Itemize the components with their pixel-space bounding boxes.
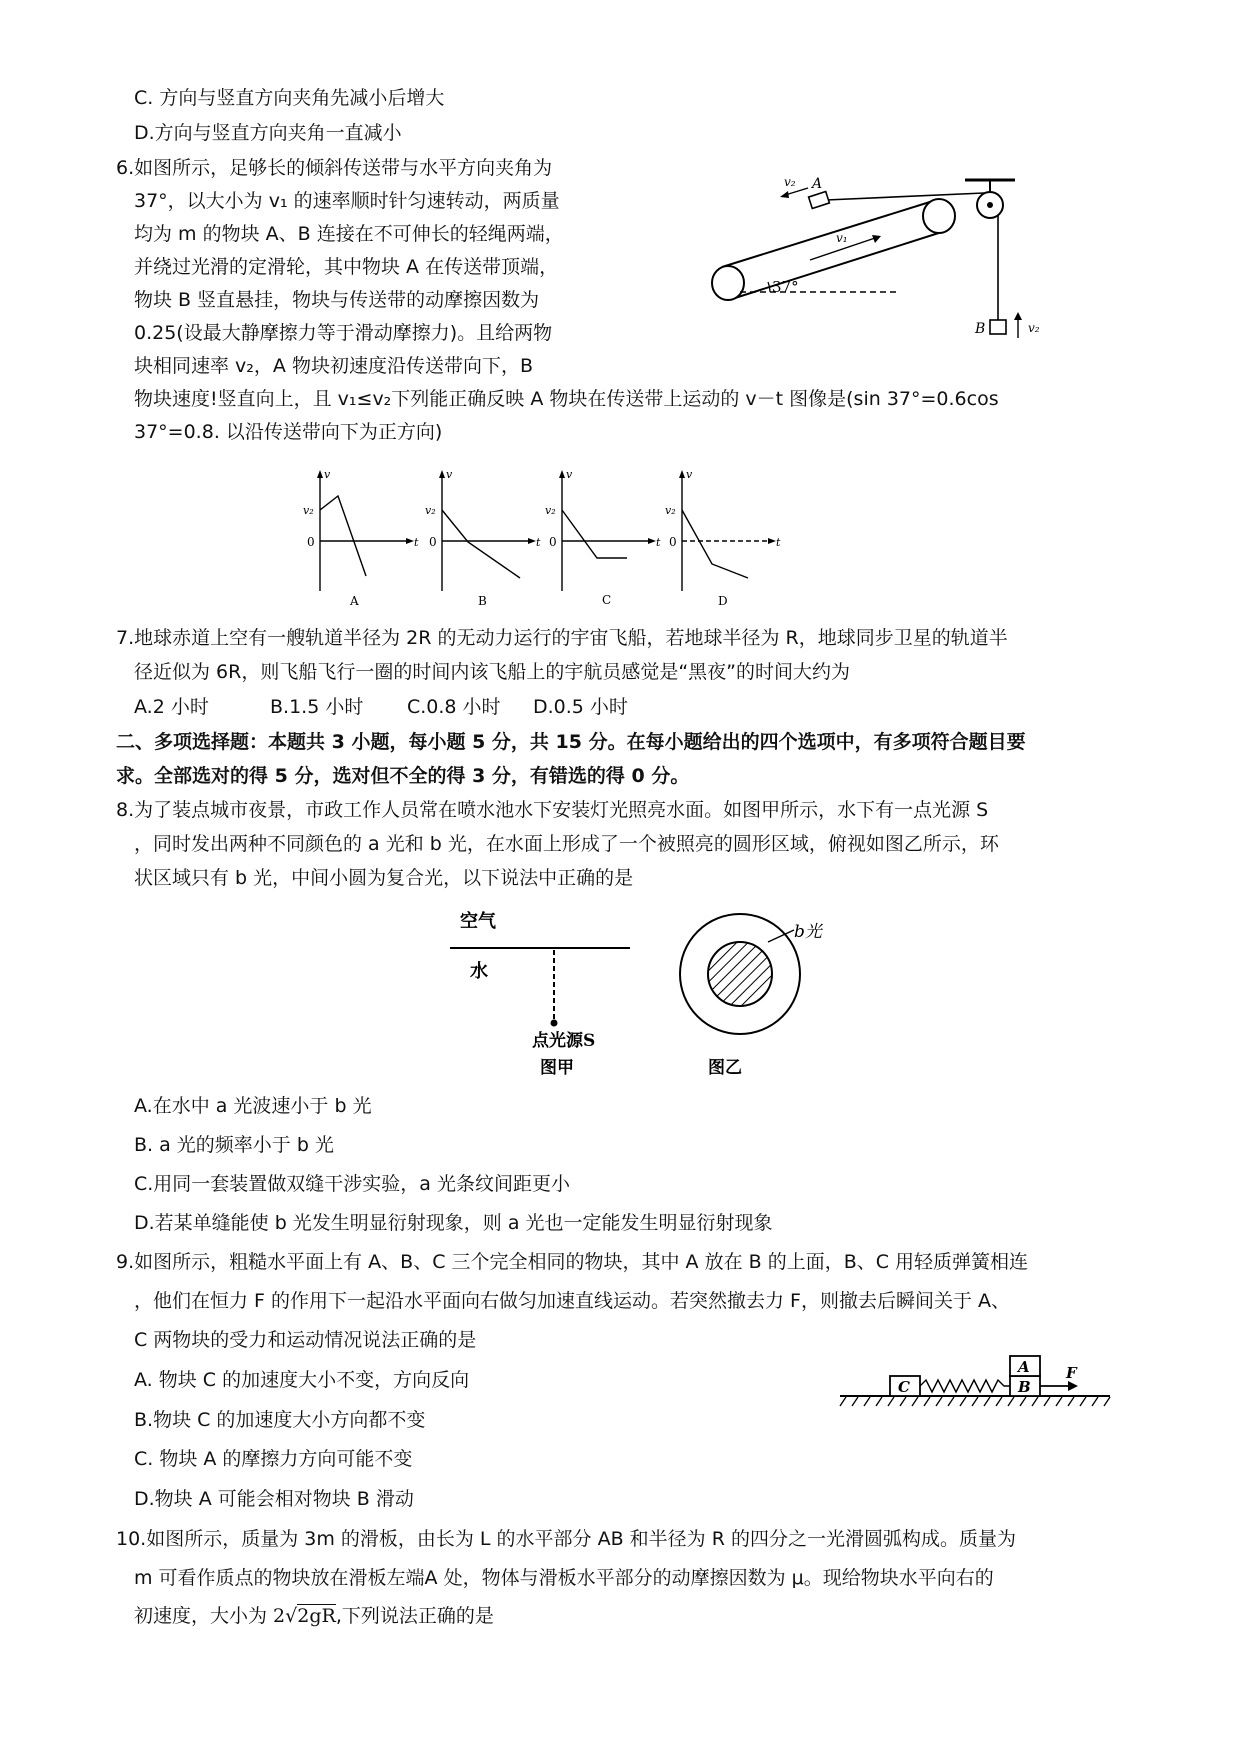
svg-text:v₂: v₂ [425,504,436,517]
q6-line-5: 物块 B 竖直悬挂，物块与传送带的动摩擦因数为 [134,289,540,311]
q8-line-2: ，同时发出两种不同颜色的 a 光和 b 光，在水面上形成了一个被照亮的圆形区域，俯视如图乙所示，环 [134,833,999,855]
svg-text:图乙: 图乙 [708,1058,742,1078]
vt-graph-b [422,466,547,606]
svg-text:v₂: v₂ [545,504,556,517]
q7-option-b: B.1.5 小时 [270,696,364,718]
svg-text:0: 0 [307,535,315,549]
q9-option-d: D.物块 A 可能会相对物块 B 滑动 [134,1488,414,1510]
svg-text:t: t [656,536,661,549]
q10-line-1: 10.如图所示，质量为 3m 的滑板，由长为 L 的水平部分 AB 和半径为 R 的四分之一光滑圆弧构成。质量为 [116,1528,1016,1550]
svg-text:点光源S: 点光源S [532,1031,596,1051]
svg-text:t: t [414,536,419,549]
q10-line-3-prefix: 初速度，大小为 [134,1605,274,1627]
q8-line-1: 8.为了装点城市夜景，市政工作人员常在喷水池水下安装灯光照亮水面。如图甲所示，水下有一点光源 S [116,799,989,821]
q10-line-3-suffix: ,下列说法正确的是 [335,1605,494,1627]
q7-line-1: 7.地球赤道上空有一艘轨道半径为 2R 的无动力运行的宇宙飞船，若地球半径为 R，地球同步卫星的轨道半 [116,627,1008,649]
svg-text:v₂: v₂ [1028,321,1040,335]
q9-line-1: 9.如图所示，粗糙水平面上有 A、B、C 三个完全相同的物块，其中 A 放在 B 的上面，B、C 用轻质弹簧相连 [116,1251,1029,1273]
svg-text:v₂: v₂ [665,504,676,517]
svg-text:B: B [478,594,487,608]
svg-text:v: v [324,468,331,481]
q8-option-c: C.用同一套装置做双缝干涉实验，a 光条纹间距更小 [134,1173,570,1195]
point-source-icon [551,1020,558,1027]
q8-option-b: B. a 光的频率小于 b 光 [134,1134,334,1156]
svg-text:A: A [350,594,359,608]
spring-blocks-figure [840,1348,1120,1418]
q9-line-2: ，他们在恒力 F 的作用下一起沿水平面向右做匀加速直线运动。若突然撤去力 F，则撤去后瞬间关于 A、 [134,1290,1011,1312]
svg-text:空气: 空气 [460,911,496,932]
svg-text:t: t [536,536,541,549]
q6-line-6: 0.25(设最大静摩擦力等于滑动摩擦力)。且给两物 [134,322,553,344]
conveyor-belt-figure [700,170,1100,350]
q6-line-1: 6.如图所示，足够长的倾斜传送带与水平方向夹角为 [116,157,553,179]
q7-option-d: D.0.5 小时 [533,696,628,718]
light-source-figure [450,905,650,1078]
option-c-prev: C. 方向与竖直方向夹角先减小后增大 [134,87,445,109]
q6-line-2: 37°，以大小为 v₁ 的速率顺时针匀速转动，两质量 [134,190,560,212]
svg-text:t: t [776,536,781,549]
vt-graph-a [300,466,425,606]
q7-option-c: C.0.8 小时 [407,696,501,718]
sqrt-symbol: √ [285,1605,298,1627]
svg-text:v: v [686,468,693,481]
q7-line-2: 径近似为 6R，则飞船飞行一圈的时间内该飞船上的宇航员感觉是“黑夜”的时间大约为 [134,661,851,683]
q9-option-a: A. 物块 C 的加速度大小不变，方向反向 [134,1369,470,1391]
svg-text:A: A [812,176,823,192]
vt-graph-c [542,466,667,606]
section-2-heading-2: 求。全部选对的得 5 分，选对但不全的得 3 分，有错选的得 0 分。 [116,765,690,787]
svg-text:v₁: v₁ [836,231,848,245]
svg-text:B: B [975,321,986,337]
q6-line-7: 块相同速率 v₂，A 物块初速度沿传送带向下，B [134,355,533,377]
q10-line-3 [134,1604,494,1628]
q8-option-a: A.在水中 a 光波速小于 b 光 [134,1095,372,1117]
q10-coefficient: 2 [273,1605,286,1627]
q6-line-4: 并绕过光滑的定滑轮，其中物块 A 在传送带顶端， [134,256,559,278]
svg-text:B: B [1018,1378,1031,1396]
svg-text:C: C [898,1378,910,1396]
q8-line-3: 状区域只有 b 光，中间小圆为复合光，以下说法中正确的是 [134,867,634,889]
svg-text:37°: 37° [772,278,799,296]
vt-graph-d [662,466,787,606]
top-view-figure [678,910,848,1078]
svg-text:C: C [602,593,612,607]
q9-line-3: C 两物块的受力和运动情况说法正确的是 [134,1329,477,1351]
svg-text:0: 0 [549,535,557,549]
svg-text:F: F [1066,1364,1077,1382]
q10-radicand: 2gR [297,1605,336,1627]
svg-text:v₂: v₂ [303,504,314,517]
svg-text:v: v [566,468,573,481]
svg-text:0: 0 [429,535,437,549]
q7-option-a: A.2 小时 [134,696,209,718]
q6-line-3: 均为 m 的物块 A、B 连接在不可伸长的轻绳两端， [134,223,564,245]
q8-option-d: D.若某单缝能使 b 光发生明显衍射现象，则 a 光也一定能发生明显衍射现象 [134,1212,773,1234]
q6-line-8: 物块速度!竖直向上，且 v₁≤v₂下列能正确反映 A 物块在传送带上运动的 v－t 图像是(sin 37°=0.6cos [134,388,999,410]
svg-text:水: 水 [470,961,488,982]
q10-line-2: m 可看作质点的物块放在滑板左端A 处，物体与滑板水平部分的动摩擦因数为 μ。现给物块水平向右的 [134,1567,994,1589]
svg-text:A: A [1018,1358,1030,1376]
svg-text:D: D [718,594,728,608]
svg-text:0: 0 [669,535,677,549]
q7-options [134,695,628,719]
svg-text:v₂: v₂ [784,175,796,189]
q9-option-c: C. 物块 A 的摩擦力方向可能不变 [134,1448,413,1470]
q9-option-b: B.物块 C 的加速度大小方向都不变 [134,1409,426,1431]
svg-text:v: v [446,468,453,481]
svg-text:b光: b光 [794,922,822,942]
section-2-heading-1: 二、多项选择题：本题共 3 小题，每小题 5 分，共 15 分。在每小题给出的四个选项中，有多项符合题目要 [116,731,1026,753]
svg-text:图甲: 图甲 [540,1058,574,1078]
q6-line-9: 37°=0.8. 以沿传送带向下为正方向) [134,421,443,443]
option-d-prev: D.方向与竖直方向夹角一直减小 [134,122,402,144]
